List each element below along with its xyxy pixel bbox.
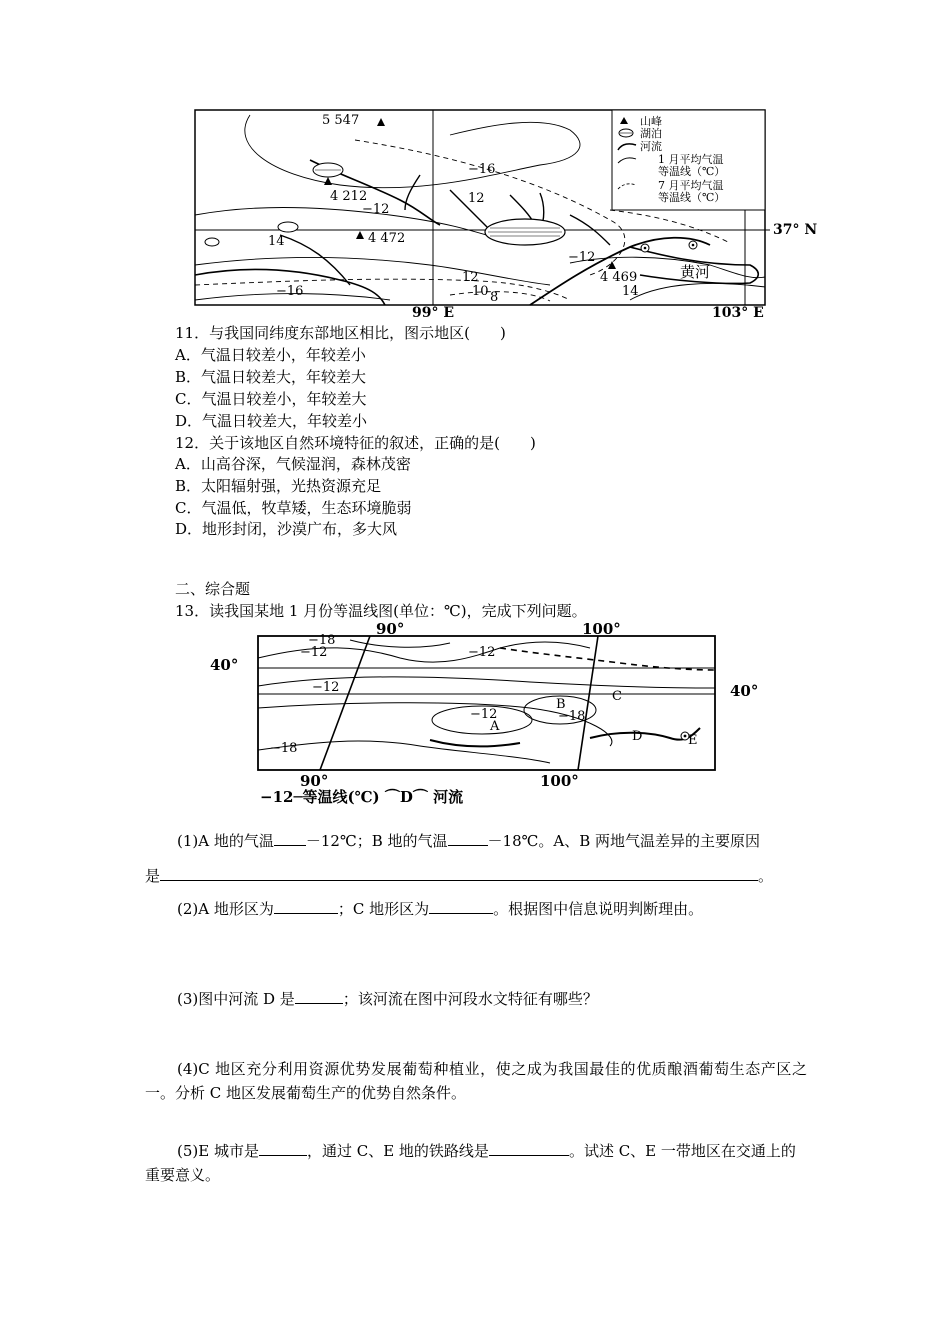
peak-icon: [356, 231, 364, 239]
point-label: C: [612, 689, 622, 704]
q13-part4: (4)C 地区充分利用资源优势发展葡萄种植业，使之成为我国最佳的优质酿酒葡萄生态产区之一。分析 C 地区发展葡萄生产的优势自然条件。: [145, 1060, 807, 1102]
top-lon-label: 100°: [582, 620, 621, 638]
answer-blank[interactable]: [429, 897, 493, 914]
lon-label: 99° E: [412, 305, 455, 320]
isotherm-label: −12: [468, 645, 496, 660]
peak-label: 4 212: [330, 189, 368, 204]
legend-label: 1 月平均气温: [658, 153, 724, 166]
answer-blank[interactable]: [295, 987, 343, 1004]
peak-icon: [324, 177, 332, 185]
q13-stem: 13．读我国某地 1 月份等温线图(单位：℃)，完成下列问题。: [175, 602, 587, 620]
lat-label: 37° N: [773, 222, 818, 238]
peak-label: 5 547: [322, 113, 360, 128]
q12-option-a: A．山高谷深，气候湿润，森林茂密: [175, 455, 411, 473]
legend-label: 河流: [640, 140, 662, 153]
top-lon-label: 90°: [376, 620, 405, 638]
isotherm-label: 12: [468, 191, 485, 206]
bottom-lon-label: 100°: [540, 772, 579, 790]
q11-option-b: B．气温日较差大，年较差大: [175, 368, 367, 386]
map1-figure: [190, 105, 830, 320]
isotherm-label: −18: [308, 633, 336, 648]
point-label: D: [632, 729, 643, 744]
isotherm-label: −12: [470, 707, 498, 722]
isotherm-label: −18: [558, 709, 586, 724]
q13-part1: (1)A 地的气温 －12℃；B 地的气温 －18℃。A、B 两地气温差异的主要原因: [145, 829, 807, 853]
q13-part1-reason: 是 。: [145, 864, 773, 886]
river-name: 黄河: [680, 263, 711, 281]
point-label: A: [490, 719, 500, 734]
q12-option-b: B．太阳辐射强，光热资源充足: [175, 477, 382, 495]
legend-label: 7 月平均气温: [658, 179, 724, 192]
isotherm-label: −12: [568, 250, 596, 265]
isotherm-label: 10: [472, 284, 489, 299]
legend-label: 等温线（℃）: [658, 165, 726, 178]
isotherm-label: 14: [622, 284, 639, 299]
isotherm-label: −16: [468, 162, 496, 177]
map2-figure: [200, 618, 790, 808]
isotherm-label: 12: [462, 270, 479, 285]
bottom-lon-label: 90°: [300, 772, 329, 790]
q11-option-c: C．气温日较差小，年较差大: [175, 390, 367, 408]
isotherm-label: −12: [312, 680, 340, 695]
lon-label: 103° E: [712, 305, 764, 320]
answer-blank[interactable]: [259, 1139, 307, 1156]
isotherm-label: 14: [268, 234, 285, 249]
left-lat-label: 40°: [210, 656, 239, 674]
answer-blank[interactable]: [489, 1139, 569, 1156]
q12-option-d: D．地形封闭，沙漠广布，多大风: [175, 520, 398, 538]
q13-part2: (2)A 地形区为 ；C 地形区为 。根据图中信息说明判断理由。: [145, 897, 807, 921]
answer-blank[interactable]: [160, 864, 758, 881]
map2-legend: −12─等温线(℃) ⌒D⌒ 河流: [260, 788, 464, 806]
answer-blank[interactable]: [448, 829, 488, 846]
point-label: E: [688, 733, 698, 748]
point-label: B: [556, 697, 566, 712]
q11-option-d: D．气温日较差大，年较差小: [175, 412, 368, 430]
legend-label: 湖泊: [640, 127, 662, 140]
q13-part5: (5)E 城市是 ，通过 C、E 地的铁路线是 。试述 C、E 一带地区在交通上的重要意义。: [145, 1139, 807, 1187]
q11-option-a: A．气温日较差小，年较差小: [175, 346, 366, 364]
section-title: 二、综合题: [175, 580, 251, 598]
legend-label: 山峰: [640, 115, 662, 128]
isotherm-label: 8: [490, 290, 499, 305]
peak-label: 4 472: [368, 231, 406, 246]
isotherm-label: −18: [270, 741, 298, 756]
answer-blank[interactable]: [274, 897, 338, 914]
isotherm-label: −12: [300, 645, 328, 660]
peak-icon: [377, 118, 385, 126]
q13-part3: (3)图中河流 D 是 ；该河流在图中河段水文特征有哪些？: [145, 987, 807, 1011]
isotherm-label: −12: [362, 202, 390, 217]
q12-option-c: C．气温低，牧草矮，生态环境脆弱: [175, 499, 412, 517]
peak-label: 4 469: [600, 270, 638, 285]
q12-stem: 12．关于该地区自然环境特征的叙述，正确的是( ): [175, 434, 536, 452]
right-lat-label: 40°: [730, 682, 759, 700]
answer-blank[interactable]: [274, 829, 306, 846]
q11-stem: 11．与我国同纬度东部地区相比，图示地区( ): [175, 324, 506, 342]
isotherm-label: −16: [276, 284, 304, 299]
legend-label: 等温线（℃）: [658, 191, 726, 204]
